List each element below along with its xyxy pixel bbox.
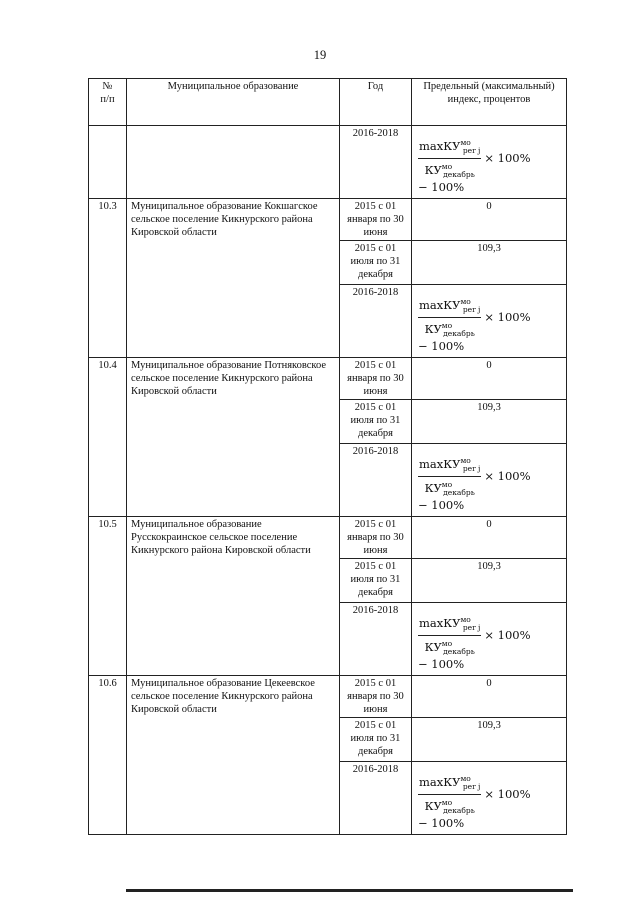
table-row [89, 676, 567, 718]
year-cell: 2015 с 01 июля по 31 декабря [340, 241, 412, 285]
index-formula [418, 136, 531, 194]
formula-minus: − 100% [418, 339, 465, 353]
index-cell [412, 285, 567, 358]
municipality-name: Муниципальное образование Цекеевское сельское поселение Кикнурского района Кировской области [127, 676, 340, 835]
index-value: 109,3 [412, 241, 567, 285]
formula-minus: − 100% [418, 657, 465, 671]
table-row [89, 517, 567, 559]
year-cell: 2015 с 01 января по 30 июня [340, 517, 412, 559]
year-cell: 2016-2018 [340, 285, 412, 358]
year-cell: 2015 с 01 января по 30 июня [340, 358, 412, 400]
index-formula [418, 613, 531, 671]
index-value: 0 [412, 199, 567, 241]
index-cell [412, 126, 567, 199]
year-cell: 2016-2018 [340, 444, 412, 517]
table-row-continuation [89, 126, 567, 199]
year-cell: 2016-2018 [340, 603, 412, 676]
formula-times: × 100% [484, 787, 531, 801]
year-cell: 2016-2018 [340, 126, 412, 199]
header-year: Год [340, 79, 412, 126]
tariff-index-table [88, 78, 567, 835]
table-header-row [89, 79, 567, 126]
year-cell: 2015 с 01 июля по 31 декабря [340, 718, 412, 762]
formula-times: × 100% [484, 151, 531, 165]
formula-fraction: $\frac{\max КУ^{мо}_{per j}}{КУ^{мо}_{декабрь}}$ [419, 456, 481, 497]
index-value: 109,3 [412, 400, 567, 444]
index-value: 0 [412, 676, 567, 718]
formula-minus: − 100% [418, 816, 465, 830]
formula-fraction: $\frac{\max КУ^{мо}_{per j}}{КУ^{мо}_{декабрь}}$ [419, 615, 481, 656]
index-value: 0 [412, 517, 567, 559]
row-number: 10.6 [89, 676, 127, 835]
municipality-name: Муниципальное образование Кокшагское сельское поселение Кикнурского района Кировской области [127, 199, 340, 358]
row-number: 10.5 [89, 517, 127, 676]
formula-times: × 100% [484, 310, 531, 324]
formula-minus: − 100% [418, 180, 465, 194]
municipality-name: Муниципальное образование Потняковское сельское поселение Кикнурского района Кировской области [127, 358, 340, 517]
index-cell [412, 762, 567, 835]
index-formula [418, 772, 531, 830]
formula-minus: − 100% [418, 498, 465, 512]
formula-fraction: $\frac{\max КУ^{мо}_{per j}}{КУ^{мо}_{декабрь}}$ [419, 297, 481, 338]
year-cell: 2015 с 01 июля по 31 декабря [340, 400, 412, 444]
year-cell: 2015 с 01 января по 30 июня [340, 199, 412, 241]
formula-times: × 100% [484, 469, 531, 483]
table-row [89, 199, 567, 241]
index-formula [418, 454, 531, 512]
year-cell: 2016-2018 [340, 762, 412, 835]
header-municipality: Муниципальное образование [127, 79, 340, 126]
header-index: Предельный (максимальный) индекс, процентов [412, 79, 567, 126]
index-value: 0 [412, 358, 567, 400]
table-row [89, 358, 567, 400]
index-value: 109,3 [412, 718, 567, 762]
footer-rule [126, 889, 573, 892]
page-number: 19 [313, 48, 327, 62]
municipality-name: Муниципальное образование Русскокраинское сельское поселение Кикнурского района Кировской области [127, 517, 340, 676]
formula-fraction: $\frac{\max КУ^{мо}_{per j}}{КУ^{мо}_{декабрь}}$ [419, 774, 481, 815]
index-cell [412, 603, 567, 676]
formula-times: × 100% [484, 628, 531, 642]
header-num: № п/п [89, 79, 127, 126]
index-formula [418, 295, 531, 353]
index-cell [412, 444, 567, 517]
formula-fraction: $\frac{\max КУ^{мо}_{per j}}{КУ^{мо}_{декабрь}}$ [419, 138, 481, 179]
year-cell: 2015 с 01 июля по 31 декабря [340, 559, 412, 603]
row-number: 10.4 [89, 358, 127, 517]
row-number: 10.3 [89, 199, 127, 358]
index-value: 109,3 [412, 559, 567, 603]
year-cell: 2015 с 01 января по 30 июня [340, 676, 412, 718]
